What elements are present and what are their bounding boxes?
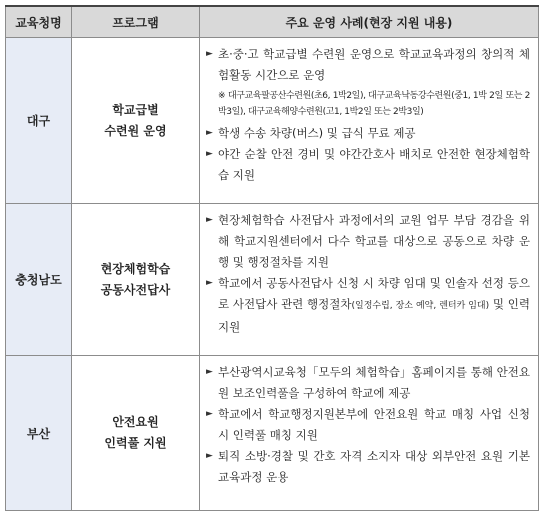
case-text: 학교에서 학교행정지원본부에 안전요원 학교 매칭 사업 신청 시 인력풀 매칭 지원 [218, 407, 530, 442]
cases-cell [200, 38, 539, 204]
case-text: 초·중·고 학교급별 수련원 운영으로 학교교육과정의 창의적 체험활동 시간으로 운영 [218, 47, 530, 82]
bullet-icon: ► [206, 128, 213, 138]
program-name-line2: 공동사전답사 [100, 282, 171, 297]
program-name-line2: 수련원 운영 [104, 123, 167, 138]
cases-cell [200, 204, 539, 356]
program-cell [72, 204, 200, 356]
table-row [6, 38, 539, 204]
case-item [206, 44, 530, 86]
program-name-line2: 인력풀 지원 [104, 436, 167, 450]
case-text: 퇴직 소방·경찰 및 간호 자격 소지자 대상 외부안전 요원 기본교육과정 운용 [218, 449, 530, 484]
table-row [6, 204, 539, 356]
case-text: 학교에서 공동사전답사 신청 시 차량 임대 및 인솔자 선정 등으로 사전답사 관련 행정절차 [218, 276, 530, 311]
bullet-icon: ► [206, 367, 213, 377]
header-program: 프로그램 [72, 6, 200, 38]
region-cell: 부산 [6, 356, 72, 511]
case-item [206, 446, 530, 488]
bullet-icon: ► [206, 215, 213, 225]
region-cell: 충청남도 [6, 204, 72, 356]
case-item [206, 404, 530, 446]
header-row [6, 6, 539, 38]
program-name-line1: 안전요원 [112, 415, 159, 429]
case-item [206, 123, 530, 144]
bullet-icon: ► [206, 149, 213, 159]
case-text-tail: 및 인력 지원 [218, 297, 531, 334]
region-cell: 대구 [6, 38, 72, 204]
program-cell [72, 356, 200, 511]
case-text: 학생 수송 차량(버스) 및 급식 무료 제공 [218, 126, 416, 140]
program-cell [72, 38, 200, 204]
table-row [6, 356, 539, 511]
case-text-composite [218, 273, 530, 338]
bullet-icon: ► [206, 409, 213, 419]
header-region: 교육청명 [6, 6, 72, 38]
case-text: 야간 순찰 안전 경비 및 야간간호사 배치로 안전한 현장체험학습 지원 [218, 147, 530, 182]
case-item [206, 144, 530, 186]
program-name-line1: 현장체험학습 [100, 261, 171, 276]
case-text: 현장체험학습 사전답사 과정에서의 교원 업무 부담 경감을 위해 학교지원센터에서 다수 학교를 대상으로 공동으로 차량 운행 및 행정절차를 지원 [218, 213, 530, 269]
case-item [206, 273, 530, 338]
case-item [206, 362, 530, 404]
bullet-icon: ► [206, 49, 213, 59]
bullet-icon: ► [206, 451, 213, 461]
case-text: 부산광역시교육청「모두의 체험학습」홈페이지를 통해 안전요원 보조인력풀을 구성하여 학교에 제공 [218, 365, 530, 400]
case-item [206, 210, 530, 273]
program-name-line1: 학교급별 [112, 102, 159, 117]
program-table [5, 5, 539, 511]
case-text-small: (일정수립, 장소 예약, 렌터카 임대) [351, 301, 490, 311]
bullet-icon: ► [206, 278, 213, 288]
header-cases: 주요 운영 사례(현장 지원 내용) [200, 6, 539, 38]
case-note: ※ 대구교육팔공산수련원(초6, 1박2일), 대구교육낙동강수련원(중1, 1박 2일 또는 2박3일), 대구교육해양수련원(고1, 1박2일 또는 2박3일) [218, 91, 530, 117]
cases-cell [200, 356, 539, 511]
